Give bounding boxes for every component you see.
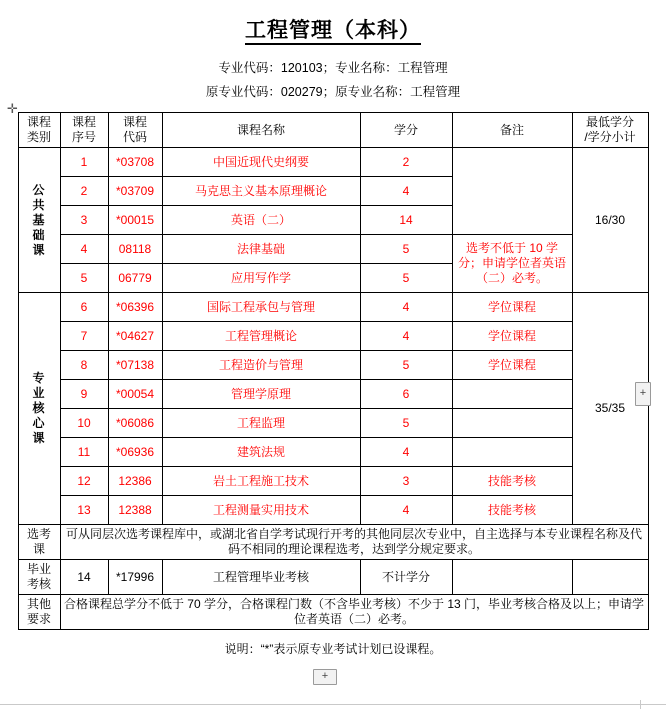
course-remark: 技能考核 — [452, 467, 572, 496]
table-row — [18, 293, 648, 322]
course-name: 岩土工程施工技术 — [162, 467, 360, 496]
graduation-row — [18, 560, 648, 595]
course-no: 3 — [60, 206, 108, 235]
course-no: 11 — [60, 438, 108, 467]
course-name: 工程造价与管理 — [162, 351, 360, 380]
graduation-code: *17996 — [108, 560, 162, 595]
course-code: *07138 — [108, 351, 162, 380]
table-row — [18, 380, 648, 409]
course-no: 1 — [60, 148, 108, 177]
course-no: 5 — [60, 264, 108, 293]
course-credit: 3 — [360, 467, 452, 496]
page-corner-rule — [640, 700, 666, 709]
header-credit: 学分 — [360, 113, 452, 148]
course-remark — [452, 409, 572, 438]
table-row — [18, 496, 648, 525]
course-name: 英语（二） — [162, 206, 360, 235]
course-name: 应用写作学 — [162, 264, 360, 293]
document-page — [0, 14, 666, 709]
group-remark-elective-note: 选考不低于 10 学分；申请学位者英语（二）必考。 — [452, 235, 572, 293]
group-credit-summary: 35/35 — [572, 293, 648, 525]
footnote: 说明：“*”表示原专业考试计划已设课程。 — [224, 642, 442, 656]
course-code: *06086 — [108, 409, 162, 438]
add-row-handle[interactable]: + — [313, 669, 337, 685]
other-requirement-row — [18, 595, 648, 630]
course-code: *06936 — [108, 438, 162, 467]
graduation-remark — [452, 560, 572, 595]
course-code: *06396 — [108, 293, 162, 322]
header-credit-summary: 最低学分 /学分小计 — [572, 113, 648, 148]
header-category: 课程 类别 — [18, 113, 60, 148]
header-remark: 备注 — [452, 113, 572, 148]
graduation-summary — [572, 560, 648, 595]
table-row — [18, 351, 648, 380]
other-requirement-label: 其他要求 — [18, 595, 60, 630]
course-no: 4 — [60, 235, 108, 264]
other-requirement-text: 合格课程总学分不低于 70 学分，合格课程门数（不含毕业考核）不少于 13 门，毕业考核合格及以上；申请学位者英语（二）必考。 — [60, 595, 648, 630]
course-credit: 5 — [360, 264, 452, 293]
elective-label: 选考课 — [18, 525, 60, 560]
course-name: 工程测量实用技术 — [162, 496, 360, 525]
table-row — [18, 438, 648, 467]
course-credit: 4 — [360, 438, 452, 467]
header-no: 课程 序号 — [60, 113, 108, 148]
page-title — [0, 14, 666, 44]
course-no: 7 — [60, 322, 108, 351]
graduation-no: 14 — [60, 560, 108, 595]
course-credit: 2 — [360, 148, 452, 177]
course-code: *00054 — [108, 380, 162, 409]
course-code: *00015 — [108, 206, 162, 235]
course-name: 法律基础 — [162, 235, 360, 264]
course-credit: 4 — [360, 496, 452, 525]
course-no: 2 — [60, 177, 108, 206]
page-bottom-rule — [0, 704, 666, 705]
course-credit: 6 — [360, 380, 452, 409]
course-credit: 14 — [360, 206, 452, 235]
course-code: 12388 — [108, 496, 162, 525]
table-header-row — [18, 113, 648, 148]
course-remark: 学位课程 — [452, 293, 572, 322]
course-no: 12 — [60, 467, 108, 496]
course-remark: 学位课程 — [452, 351, 572, 380]
course-credit: 4 — [360, 177, 452, 206]
course-name: 中国近现代史纲要 — [162, 148, 360, 177]
course-remark: 学位课程 — [452, 322, 572, 351]
course-no: 10 — [60, 409, 108, 438]
course-name: 马克思主义基本原理概论 — [162, 177, 360, 206]
table-row — [18, 467, 648, 496]
course-code: *03708 — [108, 148, 162, 177]
course-code: 06779 — [108, 264, 162, 293]
graduation-name: 工程管理毕业考核 — [162, 560, 360, 595]
elective-row — [18, 525, 648, 560]
add-column-handle[interactable]: + — [635, 382, 651, 406]
course-name: 工程管理概论 — [162, 322, 360, 351]
course-name: 工程监理 — [162, 409, 360, 438]
course-no: 13 — [60, 496, 108, 525]
group-remark-blank — [452, 148, 572, 235]
table-row — [18, 409, 648, 438]
old-major-code-line: 原专业代码：020279；原专业名称：工程管理 — [205, 85, 461, 99]
course-credit: 4 — [360, 293, 452, 322]
course-remark — [452, 380, 572, 409]
course-code: *03709 — [108, 177, 162, 206]
course-name: 管理学原理 — [162, 380, 360, 409]
course-credit: 4 — [360, 322, 452, 351]
course-code: 08118 — [108, 235, 162, 264]
curriculum-table — [18, 112, 649, 630]
course-name: 建筑法规 — [162, 438, 360, 467]
course-no: 8 — [60, 351, 108, 380]
table-row — [18, 322, 648, 351]
course-credit: 5 — [360, 235, 452, 264]
page-title-text: 工程管理（本科） — [245, 19, 421, 45]
table-move-handle[interactable]: ✛ — [7, 101, 18, 116]
graduation-credit: 不计学分 — [360, 560, 452, 595]
graduation-label: 毕业 考核 — [18, 560, 60, 595]
course-credit: 5 — [360, 351, 452, 380]
course-no: 9 — [60, 380, 108, 409]
course-remark — [452, 438, 572, 467]
group-credit-summary: 16/30 — [572, 148, 648, 293]
course-no: 6 — [60, 293, 108, 322]
table-row — [18, 235, 648, 264]
header-name: 课程名称 — [162, 113, 360, 148]
elective-text: 可从同层次选考课程库中，或湖北省自学考试现行开考的其他同层次专业中，自主选择与本专业课程名称及代码不相同的理论课程选考，达到学分规定要求。 — [60, 525, 648, 560]
course-code: 12386 — [108, 467, 162, 496]
course-name: 国际工程承包与管理 — [162, 293, 360, 322]
course-code: *04627 — [108, 322, 162, 351]
header-code: 课程 代码 — [108, 113, 162, 148]
table-row — [18, 148, 648, 177]
category-major-core: 专 业 核 心 课 — [18, 293, 60, 525]
course-credit: 5 — [360, 409, 452, 438]
major-code-line: 专业代码：120103；专业名称：工程管理 — [218, 61, 448, 75]
course-remark: 技能考核 — [452, 496, 572, 525]
category-public-basic: 公 共 基 础 课 — [18, 148, 60, 293]
